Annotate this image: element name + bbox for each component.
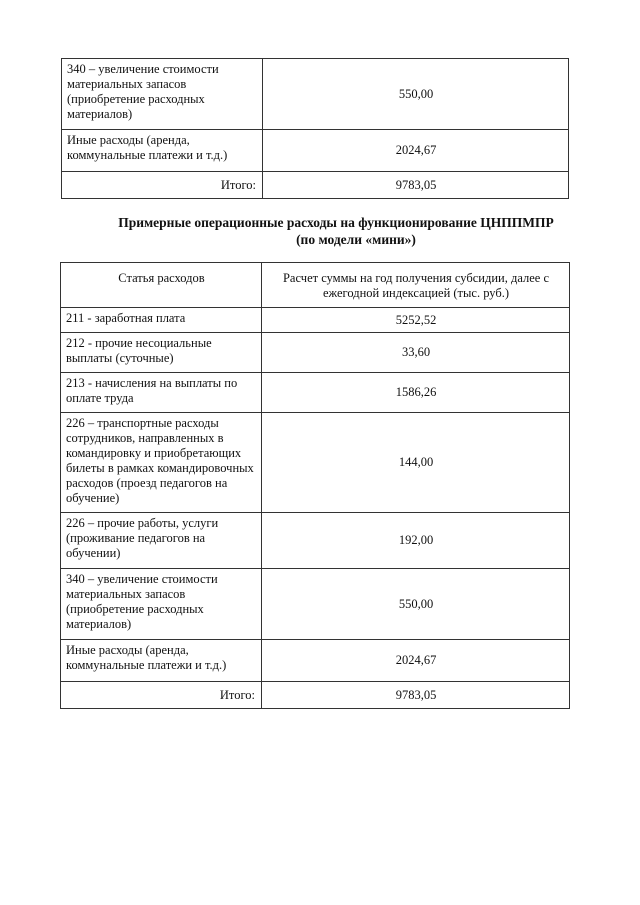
expense-item-value: 2024,67	[262, 640, 570, 682]
table-row	[62, 59, 569, 130]
total-row	[61, 682, 570, 709]
table-header-row	[61, 263, 570, 308]
column-header-expense-item: Статья расходов	[61, 263, 262, 308]
expenses-table-continued	[61, 58, 569, 199]
expense-item-label: 340 – увеличение стоимости материальных запасов (приобретение расходных материалов)	[61, 569, 262, 640]
operational-expenses-table	[60, 262, 570, 709]
expense-item-value: 5252,52	[262, 308, 570, 333]
expense-item-label: 340 – увеличение стоимости материальных запасов (приобретение расходных материалов)	[62, 59, 263, 130]
expense-item-value: 192,00	[262, 513, 570, 569]
table-row	[62, 130, 569, 172]
table-row	[61, 333, 570, 373]
table-row	[61, 569, 570, 640]
total-label: Итого:	[61, 682, 262, 709]
expense-item-value: 1586,26	[262, 373, 570, 413]
table-row	[61, 413, 570, 513]
expense-item-label: Иные расходы (аренда, коммунальные платежи и т.д.)	[61, 640, 262, 682]
expense-item-value: 144,00	[262, 413, 570, 513]
expense-item-label: 226 – транспортные расходы сотрудников, направленных в командировку и приобретающих билеты в рамках командировочных расходов (проезд педагогов на обучение)	[61, 413, 262, 513]
expense-item-label: 212 - прочие несоциальные выплаты (суточные)	[61, 333, 262, 373]
section-title-line-2: (по модели «мини»)	[296, 232, 416, 247]
expense-item-value: 550,00	[263, 59, 569, 130]
total-value: 9783,05	[263, 172, 569, 199]
expense-item-value: 550,00	[262, 569, 570, 640]
expense-item-label: Иные расходы (аренда, коммунальные платежи и т.д.)	[62, 130, 263, 172]
total-label: Итого:	[62, 172, 263, 199]
table-row	[61, 308, 570, 333]
expense-item-label: 213 - начисления на выплаты по оплате труда	[61, 373, 262, 413]
table-row	[61, 373, 570, 413]
total-value: 9783,05	[262, 682, 570, 709]
expense-item-label: 211 - заработная плата	[61, 308, 262, 333]
expense-item-value: 33,60	[262, 333, 570, 373]
section-title-line-1: Примерные операционные расходы на функционирование ЦНППМПР	[118, 215, 554, 230]
total-row	[62, 172, 569, 199]
section-title	[60, 214, 612, 248]
table-row	[61, 640, 570, 682]
expense-item-value: 2024,67	[263, 130, 569, 172]
column-header-amount: Расчет суммы на год получения субсидии, далее с ежегодной индексацией (тыс. руб.)	[262, 263, 570, 308]
expense-item-label: 226 – прочие работы, услуги (проживание педагогов на обучении)	[61, 513, 262, 569]
table-row	[61, 513, 570, 569]
